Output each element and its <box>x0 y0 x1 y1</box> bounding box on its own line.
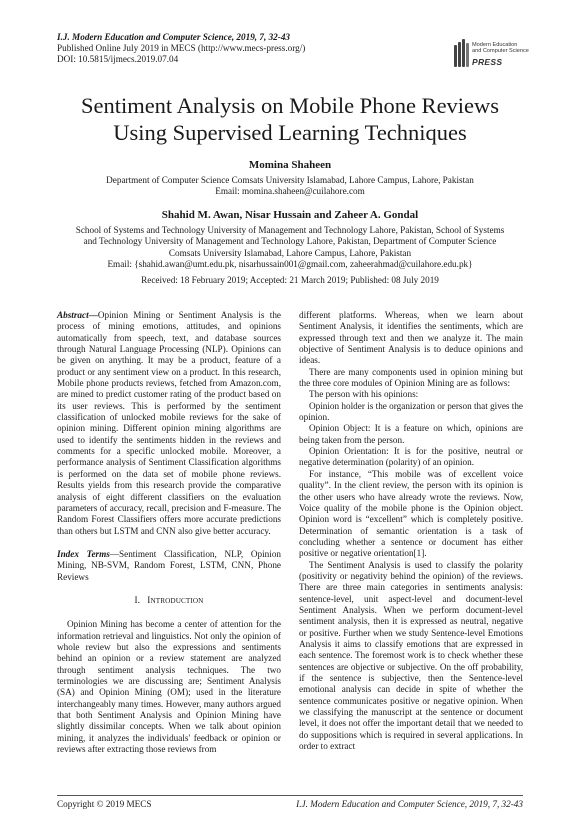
section-title-rest: NTRODUCTION <box>150 596 204 605</box>
affiliation-line-2: and Technology University of Management and Technology Lahore, Pakistan, Department of Computer Science <box>83 236 497 246</box>
intro-paragraph: Opinion Mining has become a center of attention for the information retrieval and linguistics. Not only the opinion of whole review but also the expressions and sentiments behind an opinion or a review statement are analyzed through sentiment analysis techniques. The two terminologies we are discussing are; Sentiment Analysis (SA) and Opinion Mining (OM); used in the literature interchangeably many times. However, many authors argued that both Sentiment Analysis and Opinion Mining have slightly dissimilar concepts. When we talk about opinion mining, it analyzes the individuals' feedback or opinion or reviews after extracting those reviews from <box>57 619 281 755</box>
logo-press: PRESS <box>472 57 503 67</box>
logo-text: Modern Education and Computer Science <box>472 42 529 55</box>
section-heading <box>57 595 281 607</box>
authors-email: Email: {shahid.awan@umt.edu.pk, nisarhussain001@gmail.com, zaheerahmad@cuilahore.edu.pk} <box>107 259 473 269</box>
footer-journal: I.J. Modern Education and Computer Science, 2019, 7, 32-43 <box>296 799 523 809</box>
index-terms: Index Terms—Sentiment Classification, NLP, Opinion Mining, NB-SVM, Random Forest, LSTM, CNN, Phone Reviews <box>57 548 282 582</box>
author-block-2 <box>40 210 540 271</box>
journal-name: I.J. Modern Education and Computer Science, 2019, 7, 32-43 <box>57 32 291 42</box>
journal-header <box>57 32 305 65</box>
author-names: Shahid M. Awan, Nisar Hussain and Zaheer A. Gondal <box>161 209 419 221</box>
index-terms-label: Index Terms <box>57 548 110 559</box>
logo-mark-icon <box>454 39 469 67</box>
abstract: Abstract—Opinion Mining or Sentiment Analysis is the process of mining emotions, attitudes, and opinions automatically from speech, text, and database sources through Natural Language Processing (NLP). Opinions can be given on anything. It may be a product, feature of a product or any sentiment view on a product. In this research, Mobile phone products reviews, fetched from Amazon.com, are mined to predict customer rating of the product based on its user reviews. This is performed by the sentiment classification of unlocked mobile reviews for the sake of opinion mining. Different opinion mining algorithms are used to identify the sentiments hidden in the reviews and comments for a specific unlocked mobile. Moreover, a performance analysis of Sentiment Classification algorithms is performed on the data set of mobile phone reviews. Results yields from this research provide the comparative analysis of eight different classifiers on the evaluation parameters of accuracy, recall, precision and F-measure. The Random Forest Classifiers offers more accurate predictions than others but LSTM and CNN also give better accuracy. <box>57 310 281 536</box>
paragraph: Opinion Object: It is a feature on which, opinions are being taken from the person. <box>299 423 523 445</box>
index-terms-text: Sentiment Classification, NLP, Opinion Mining, NB-SVM, Random Forest, LSTM, CNN, Phone Reviews <box>57 548 282 582</box>
title-line-2: Using Supervised Learning Techniques <box>113 120 467 145</box>
author-affiliation: Department of Computer Science Comsats University Islamabad, Lahore Campus, Lahore, Pakistan <box>106 174 474 185</box>
paragraph: Opinion Orientation: It is for the positive, neutral or negative determination (polarity) of an opinion. <box>299 446 523 468</box>
paragraph: The person with his opinions: <box>309 389 419 400</box>
right-column <box>299 310 523 752</box>
section-title-initial: I <box>147 594 151 605</box>
abstract-label: Abstract <box>57 310 89 320</box>
abstract-text: Opinion Mining or Sentiment Analysis is the process of mining emotions, attitudes, and opinions automatically from speech, text, and database sources through Natural Language Processing (NLP). Opinions can be given on anything. It may be a product, feature of a product or any sentiment view on a product. In this research, Mobile phone products reviews, fetched from Amazon.com, are mined to predict customer rating of the product based on its user reviews. This is performed by the sentiment classification of unlocked mobile reviews for the sake of opinion mining. Different opinion mining algorithms are used to identify the sentiments hidden in the reviews and comments for a specific unlocked mobile. Moreover, a performance analysis of Sentiment Classification algorithms is performed on the data set of mobile phone reviews. Results yields from this research provide the comparative analysis of eight different classifiers on the evaluation parameters of accuracy, recall, precision and F-measure. The Random Forest Classifiers offers more accurate predictions than others but LSTM and CNN also give better accuracy. <box>57 310 281 536</box>
section-number: I. <box>134 594 141 605</box>
title-line-1: Sentiment Analysis on Mobile Phone Reviews <box>80 93 500 118</box>
affiliation-line-1: School of Systems and Technology University of Management and Technology Lahore, Pakistan, School of Systems <box>75 224 505 235</box>
publisher-logo <box>454 35 546 71</box>
paragraph: The Sentiment Analysis is used to classify the polarity (positivity or negativity behind the opinion) of the reviews. There are three main categories in sentiments analysis: sentence-level, unit aspect-level and document-level Sentiment Analysis. When we perform document-level sentiment analysis, then it is expressed as neutral, negative or positive. Further when we study Sentence-level Emotions Analysis it aims to classify emotions that are expressed in each sentence. The foremost work is to check whether these sentences are objective or subjective. On the off probability, if the sentence is subjective, then the Sentence-level emotional analysis can decide in spite of whether the sentence communicates positive or negative opinion. When we classifying the manuscript at the sentence or document level, it does not offer the important detail that we needed to do suppositions which is required in several applications. In order to extract <box>299 559 523 752</box>
paragraph: Opinion holder is the organization or person that gives the opinion. <box>299 400 523 423</box>
affiliation-line-3: Comsats University Islamabad, Lahore Campus, Lahore, Pakistan <box>168 247 412 258</box>
author-block-1 <box>40 160 540 198</box>
doi-line: DOI: 10.5815/ijmecs.2019.07.04 <box>57 54 179 64</box>
footer-rule <box>57 795 523 796</box>
author-name: Momina Shaheen <box>248 159 332 171</box>
footer-copyright: Copyright © 2019 MECS <box>57 799 152 809</box>
published-line: Published Online July 2019 in MECS (http://www.mecs-press.org/) <box>57 43 306 53</box>
paragraph: For instance, “This mobile was of excellent voice quality”. In the client review, the person with its opinion is the other users who have already wrote the reviews. Now, Voice quality of the mobile phone is the Opinion object. Opinion word is “excellent” which is completely positive. Determination of semantic orientation is a task of concluding whether a sentence or document has either positive or negative orientation[1]. <box>299 468 523 559</box>
paragraph: There are many components used in opinion mining but the three core modules of Opinion Mining are as follows: <box>299 366 523 389</box>
author-email: Email: momina.shaheen@cuilahore.com <box>215 186 365 196</box>
paragraph: different platforms. Whereas, when we learn about Sentiment Analysis, it identifies the sentiments, which are expressed through text and then we analyze it. The main objective of Sentiment Analysis is to deduce opinions and ideas. <box>299 310 523 366</box>
paper-title <box>40 92 540 146</box>
dates-line: Received: 18 February 2019; Accepted: 21 March 2019; Published: 08 July 2019 <box>141 275 439 285</box>
left-column <box>57 310 281 755</box>
